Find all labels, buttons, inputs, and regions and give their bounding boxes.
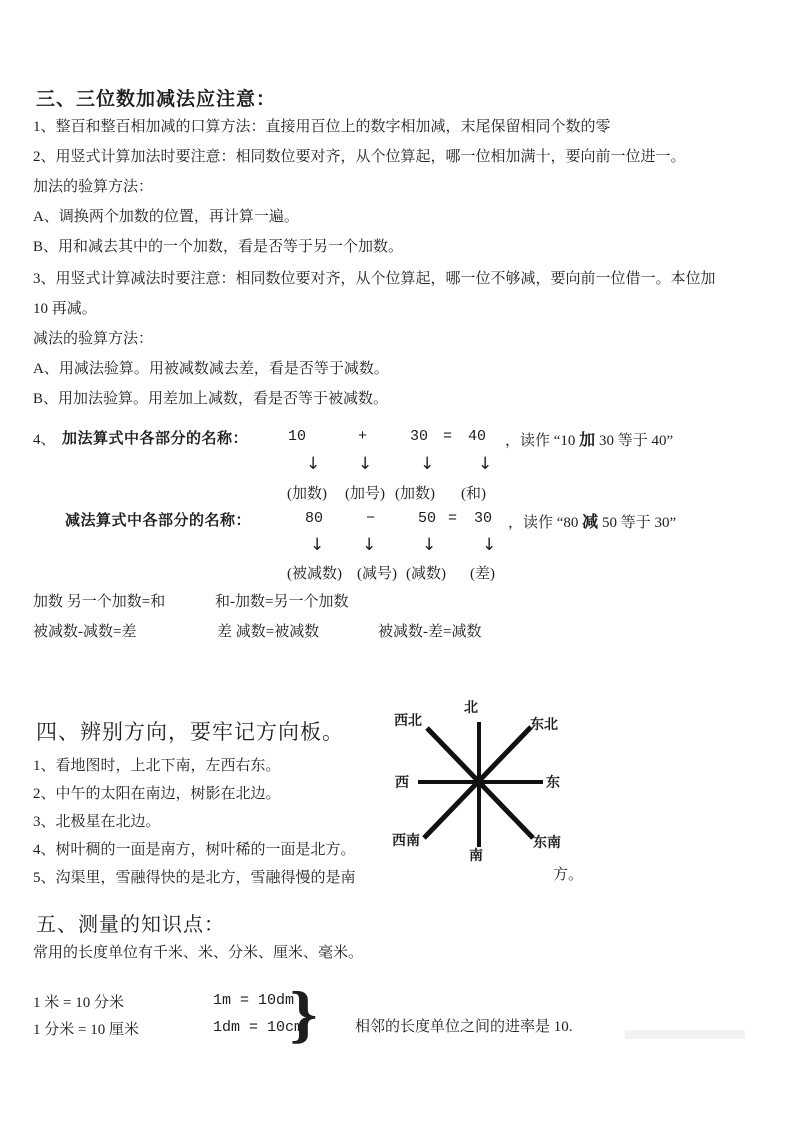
text-line: A、用减法验算。用被减数减去差，看是否等于减数。	[33, 361, 389, 377]
formula: 和-加数=另一个加数	[215, 594, 349, 610]
text-line: 2、用竖式计算加法时要注意：相同数位要对齐，从个位算起，哪一位相加满十，要向前一位进一。	[33, 149, 686, 165]
section4-list	[33, 752, 356, 892]
section3-paragraph-1	[33, 112, 686, 262]
addition-term-2: 30	[410, 428, 429, 445]
section4-line5-tail: 方。	[553, 867, 584, 883]
down-arrow-icon: ↓	[478, 454, 493, 474]
text-line: 3、北极星在北边。	[33, 814, 161, 830]
subtraction-equals: =	[448, 510, 458, 527]
subtraction-part-name: (减号)	[357, 566, 397, 582]
subtraction-reading-pre: ，读作 “80	[508, 515, 583, 531]
section3-heading: 三、三位数加减法应注意：	[36, 89, 277, 110]
conversion-en: 1dm = 10cm	[213, 1019, 304, 1036]
compass-northeast-label: 东北	[530, 716, 558, 732]
addition-label: 加法算式中各部分的名称：	[62, 431, 249, 447]
compass-southwest-label: 西南	[392, 832, 420, 848]
conversion-cn: 1 分米 = 10 厘米	[33, 1022, 139, 1038]
text-line: 3、用竖式计算减法时要注意：相同数位要对齐，从个位算起，哪一位不够减，要向前一位借一。本位加	[33, 271, 716, 287]
subtraction-reading-op: 减	[582, 514, 599, 531]
right-brace-icon: }	[289, 978, 318, 1049]
text-line: 2、中午的太阳在南边，树影在北边。	[33, 786, 281, 802]
down-arrow-icon: ↓	[362, 535, 377, 555]
subtraction-operator: −	[366, 510, 376, 527]
addition-equals: =	[443, 428, 453, 445]
subtraction-reading-post: 50 等于 30”	[598, 515, 677, 531]
subtraction-term-2: 50	[418, 510, 437, 527]
conversion-en: 1m = 10dm	[213, 992, 295, 1009]
text-line: A、调换两个加数的位置，再计算一遍。	[33, 209, 299, 225]
down-arrow-icon: ↓	[358, 454, 373, 474]
section3-paragraph-2	[33, 264, 716, 414]
text-line: 减法的验算方法：	[33, 331, 154, 347]
text-line: 10 再减。	[33, 301, 97, 317]
equation-anatomy-block	[0, 420, 793, 600]
compass-northwest-label: 西北	[394, 712, 422, 728]
subtraction-label: 减法算式中各部分的名称：	[65, 513, 252, 529]
text-line: B、用和减去其中的一个加数，看是否等于另一个加数。	[33, 239, 404, 255]
scan-artifact	[625, 1030, 745, 1039]
addition-reading	[505, 427, 673, 450]
section4-heading: 四、辨别方向，要牢记方向板。	[36, 720, 344, 744]
addition-reading-pre: ，读作 “10	[505, 433, 580, 449]
down-arrow-icon: ↓	[422, 535, 437, 555]
text-line: 4、树叶稠的一面是南方，树叶稀的一面是北方。	[33, 842, 356, 858]
subtraction-part-name: (差)	[470, 566, 495, 582]
subtraction-term-1: 80	[305, 510, 324, 527]
subtraction-result: 30	[474, 510, 493, 527]
addition-term-1: 10	[288, 428, 307, 445]
addition-operator: +	[358, 428, 368, 445]
down-arrow-icon: ↓	[420, 454, 435, 474]
compass-diagram	[390, 695, 575, 870]
formula: 差 减数=被减数	[217, 624, 320, 640]
addition-reading-post: 30 等于 40”	[595, 433, 674, 449]
compass-north-label: 北	[464, 699, 478, 715]
text-line: 1、看地图时，上北下南，左西右东。	[33, 758, 281, 774]
subtraction-part-name: (被减数)	[287, 566, 342, 582]
down-arrow-icon: ↓	[310, 535, 325, 555]
formula: 被减数-减数=差	[33, 624, 137, 640]
subtraction-part-name: (减数)	[406, 566, 446, 582]
measurement-note: 相邻的长度单位之间的进率是 10.	[355, 1019, 573, 1035]
formula: 加数 另一个加数=和	[33, 594, 166, 610]
down-arrow-icon: ↓	[482, 535, 497, 555]
addition-part-name: (加数)	[287, 486, 327, 502]
section5-heading: 五、测量的知识点：	[36, 914, 225, 936]
compass-east-label: 东	[546, 774, 560, 790]
addition-part-name: (加号)	[345, 486, 385, 502]
addition-reading-op: 加	[579, 432, 596, 449]
compass-south-label: 南	[469, 847, 483, 863]
addition-part-name: (加数)	[395, 486, 435, 502]
section5-intro: 常用的长度单位有千米、米、分米、厘米、毫米。	[33, 945, 364, 961]
addition-part-name: (和)	[461, 486, 486, 502]
compass-southeast-label: 东南	[533, 834, 561, 850]
text-line: 1、整百和整百相加减的口算方法：直接用百位上的数字相加减，末尾保留相同个数的零	[33, 119, 611, 135]
compass-west-label: 西	[395, 774, 409, 790]
addition-result: 40	[468, 428, 487, 445]
text-line: 5、沟渠里，雪融得快的是北方，雪融得慢的是南	[33, 870, 356, 886]
formula: 被减数-差=减数	[378, 624, 482, 640]
addition-item-prefix: 4、	[33, 432, 56, 448]
conversion-cn: 1 米 = 10 分米	[33, 995, 124, 1011]
subtraction-reading	[508, 509, 676, 532]
down-arrow-icon: ↓	[306, 454, 321, 474]
text-line: 加法的验算方法：	[33, 179, 154, 195]
text-line: B、用加法验算。用差加上减数，看是否等于被减数。	[33, 391, 389, 407]
